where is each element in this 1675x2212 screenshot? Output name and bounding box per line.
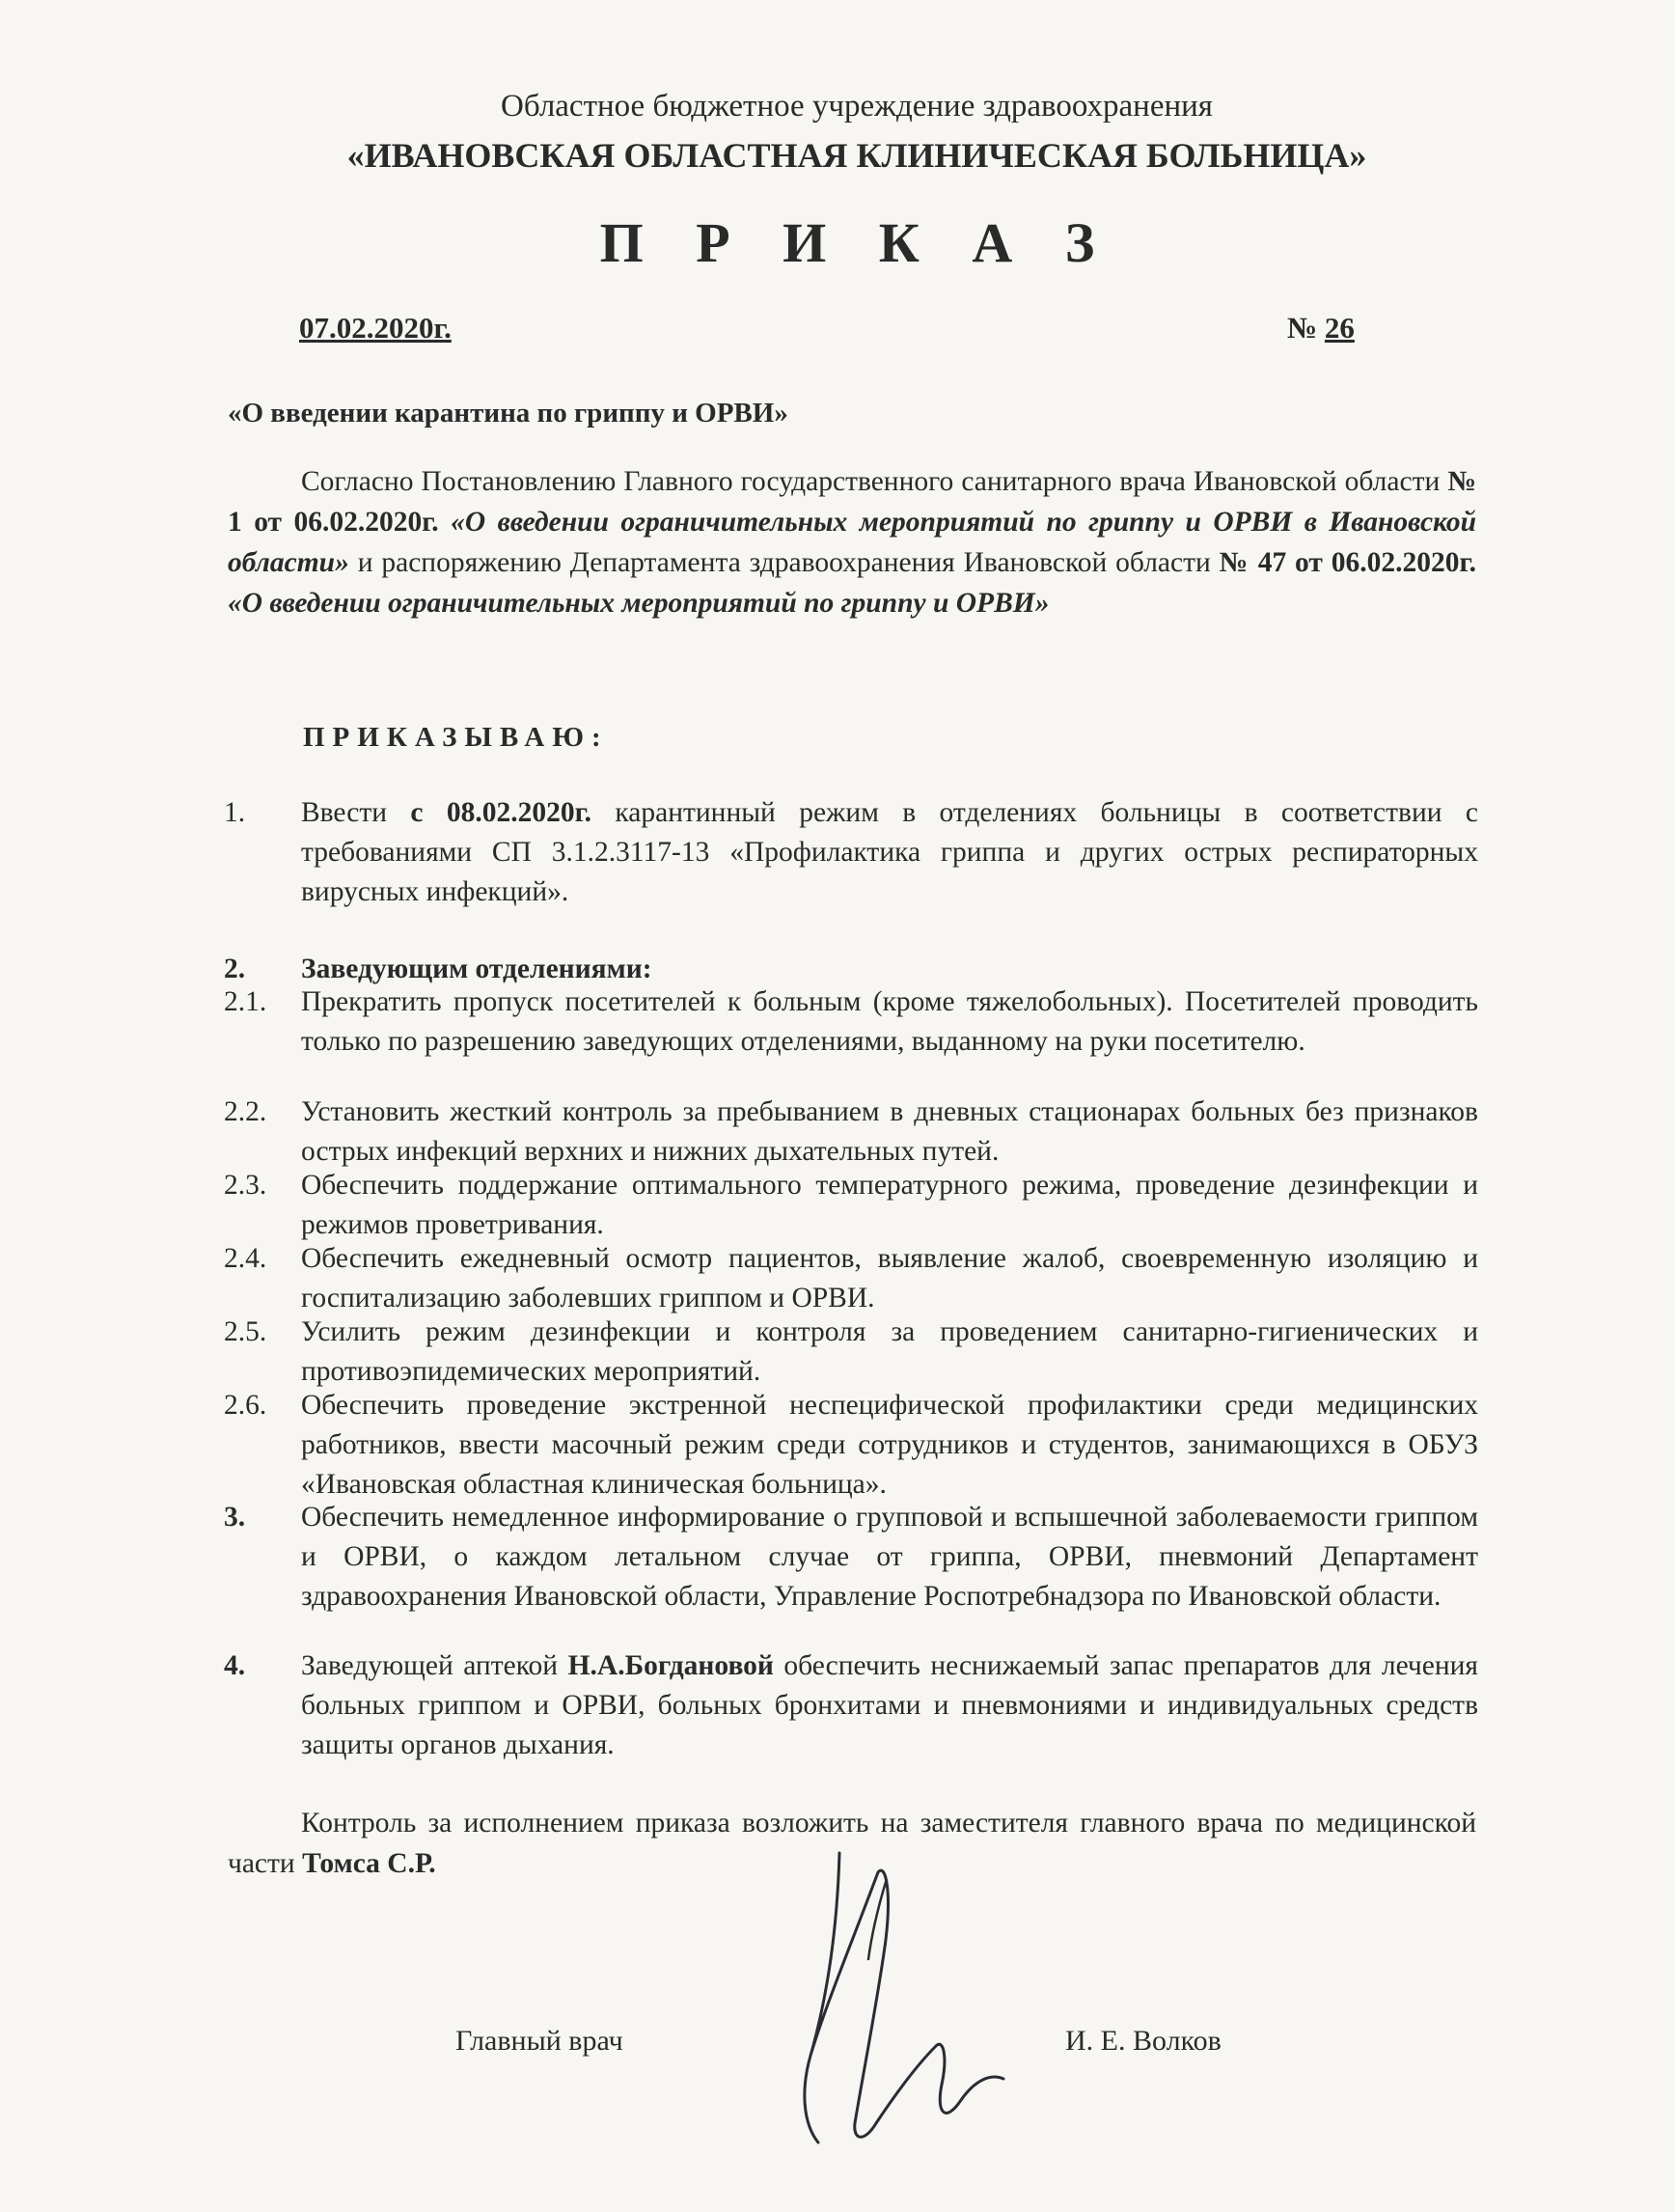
preamble-text-1: Согласно Постановлению Главного государственного санитарного врача Ивановской области: [301, 466, 1448, 497]
item-text: Обеспечить немедленное информирование о групповой и вспышечной заболеваемости гриппом и ОРВИ, о каждом летальном случае от гриппа, ОРВИ, пневмоний Департамент здравоохранения Ивановской области, Управление Роспотребнадзора по Ивановской области.: [301, 1502, 1478, 1612]
control-text: Контроль за исполнением приказа возложить на заместителя главного врача по медицинской части: [228, 1808, 1476, 1879]
resolution-title-1: «О введении ограничительных мероприятий по гриппу и ОРВИ в Ивановской области»: [228, 507, 1477, 578]
order-subitem: [224, 1313, 1478, 1392]
document-title: П Р И К А З: [599, 211, 1114, 274]
order-number-prefix: №: [1287, 311, 1325, 345]
item-text-part: Заведующей аптекой: [301, 1650, 568, 1681]
pharmacy-head-name: Н.А.Богдановой: [567, 1650, 774, 1681]
item-number: 2.6.: [224, 1390, 267, 1421]
item-number: 2.1.: [224, 986, 267, 1017]
order-date: 07.02.2020г.: [299, 311, 452, 345]
preamble-space-1: [439, 507, 451, 538]
preamble: [228, 461, 1476, 623]
institution-type: Областное бюджетное учреждение здравоохранения: [501, 89, 1213, 124]
preamble-text-2: и распоряжению Департамента здравоохранения Ивановской области: [348, 547, 1220, 578]
institution-name: «ИВАНОВСКАЯ ОБЛАСТНАЯ КЛИНИЧЕСКАЯ БОЛЬНИЦА»: [346, 136, 1367, 175]
item-text: Обеспечить проведение экстренной неспецифической профилактики среди медицинских работников, ввести масочный режим среди сотрудников и студентов, занимающихся в ОБУЗ «Ивановская областная клиническая больница».: [301, 1390, 1478, 1500]
item-text: Обеспечить поддержание оптимального температурного режима, проведение дезинфекции и режимов проветривания.: [301, 1170, 1478, 1240]
item-text: Прекратить пропуск посетителей к больным (кроме тяжелобольных). Посетителей проводить только по разрешению заведующих отделениями, выданному на руки посетителю.: [301, 986, 1478, 1057]
item-number: 2.2.: [224, 1096, 267, 1127]
item-text-part: обеспечить неснижаемый запас препаратов для лечения больных гриппом и ОРВИ, больных бронхитами и пневмониями и индивидуальных средств защиты органов дыхания.: [301, 1650, 1479, 1760]
item-number: 2.3.: [224, 1170, 267, 1201]
order-number: [1287, 311, 1355, 346]
order-subitem: [224, 982, 1478, 1062]
resolution-ref-2: № 47 от 06.02.2020г.: [1219, 547, 1476, 578]
item-text: Заведующим отделениями:: [301, 954, 652, 984]
item-text: Усилить режим дезинфекции и контроля за проведением санитарно-гигиенических и противоэпидемических мероприятий.: [301, 1316, 1478, 1387]
decree-heading: ПРИКАЗЫВАЮ:: [303, 722, 609, 753]
item-number: 4.: [224, 1650, 246, 1681]
item-number: 2.5.: [224, 1316, 267, 1347]
order-subitem: [224, 1239, 1478, 1318]
signatory-name: И. Е. Волков: [1065, 2025, 1222, 2057]
item-text: Обеспечить ежедневный осмотр пациентов, выявление жалоб, своевременную изоляцию и госпитализацию заболевших гриппом и ОРВИ.: [301, 1243, 1478, 1313]
item-number: 2.: [224, 954, 246, 984]
item-number: 1.: [224, 797, 246, 828]
item-text: Установить жесткий контроль за пребыванием в дневных стационарах больных без признаков острых инфекций верхних и нижних дыхательных путей.: [301, 1096, 1478, 1167]
item-text: [301, 793, 1478, 912]
item-text: [301, 1646, 1478, 1765]
resolution-title-2: «О введении ограничительных мероприятий по гриппу и ОРВИ»: [228, 588, 1050, 619]
signature-icon: [772, 1834, 1023, 2181]
order-item-1: [224, 793, 1478, 912]
signatory-role: Главный врач: [455, 2025, 623, 2057]
item-text-part: Ввести: [301, 797, 411, 828]
order-number-value: 26: [1324, 311, 1355, 345]
order-subitem: [224, 1166, 1478, 1245]
resolution-ref-1: № 1 от 06.02.2020г.: [228, 466, 1476, 538]
order-subitem: [224, 1386, 1478, 1505]
order-subitem: [224, 1092, 1478, 1172]
item-number: 2.4.: [224, 1243, 267, 1274]
item-date: с 08.02.2020г.: [410, 797, 592, 828]
order-item-3: [224, 1498, 1478, 1617]
order-subject: «О введении карантина по гриппу и ОРВИ»: [228, 398, 788, 429]
item-number: 3.: [224, 1502, 246, 1533]
deputy-name: Томса С.Р.: [302, 1848, 436, 1879]
order-item-4: [224, 1646, 1478, 1765]
item-text-part: карантинный режим в отделениях больницы в соответствии с требованиями СП 3.1.2.3117-13 «Профилактика гриппа и других острых респираторных вирусных инфекций».: [301, 797, 1478, 907]
